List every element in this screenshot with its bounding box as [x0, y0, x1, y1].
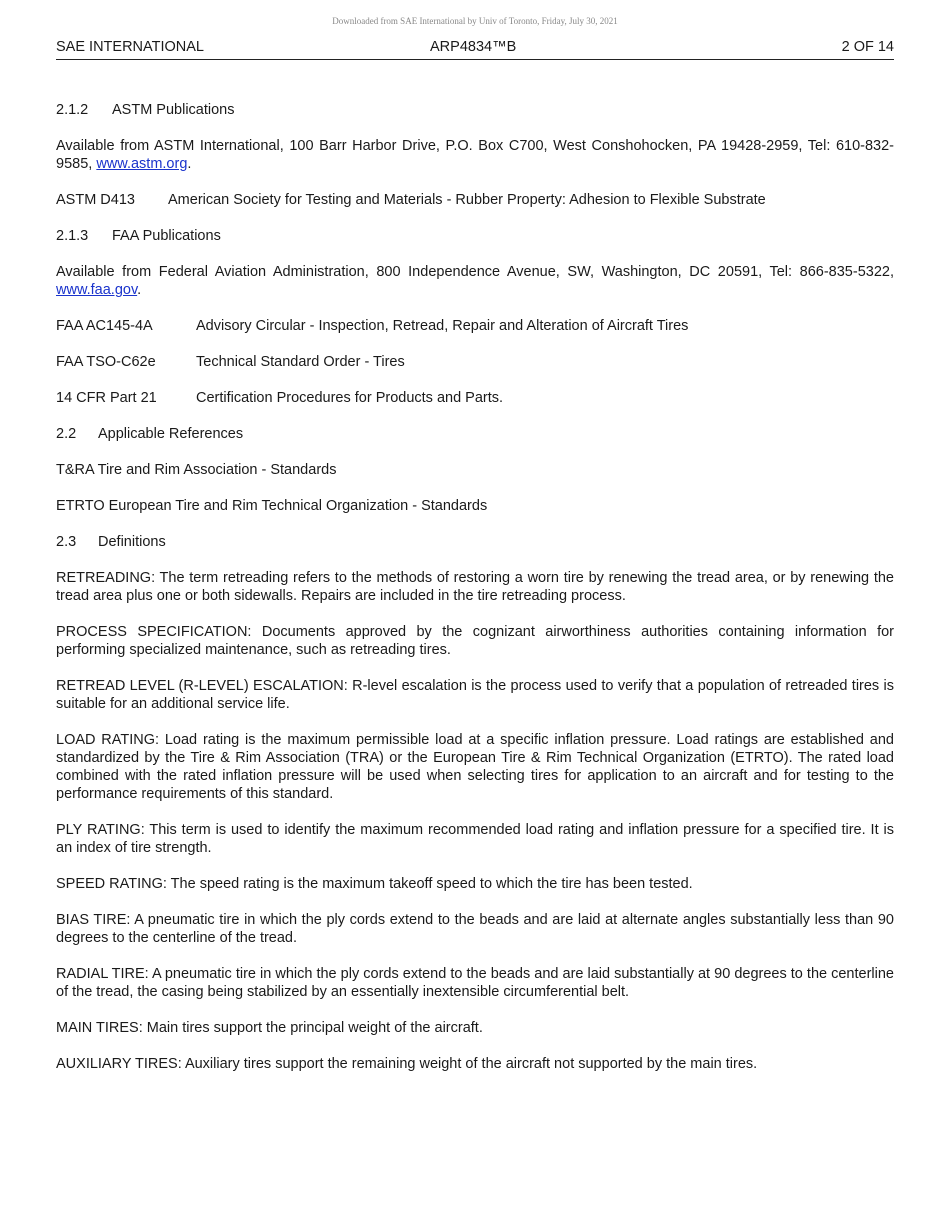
- definition-main-tires: MAIN TIRES: Main tires support the principal weight of the aircraft.: [56, 1020, 483, 1036]
- reference-14cfr: [56, 389, 894, 407]
- section-number: 2.1.2: [56, 102, 89, 118]
- header-doc-number: ARP4834™B: [430, 39, 517, 55]
- astm-availability-end: .: [187, 156, 192, 172]
- section-title: Definitions: [98, 534, 166, 550]
- header-publisher: SAE INTERNATIONAL: [56, 39, 204, 55]
- definition-speed-rating: SPEED RATING: The speed rating is the maximum takeoff speed to which the tire has been tested.: [56, 876, 693, 892]
- section-title: FAA Publications: [112, 228, 221, 244]
- reference-description: American Society for Testing and Materials - Rubber Property: Adhesion to Flexible Substrate: [168, 192, 766, 208]
- download-watermark: Downloaded from SAE International by Univ of Toronto, Friday, July 30, 2021: [332, 16, 618, 26]
- section-number: 2.2: [56, 426, 77, 442]
- astm-link[interactable]: www.astm.org: [96, 156, 188, 172]
- reference-code: ASTM D413: [56, 192, 135, 208]
- section-heading-2-3: [56, 533, 894, 551]
- definition-process-specification: PROCESS SPECIFICATION: Documents approved by the cognizant airworthiness authorities containing information for performing specialized maintenance, such as retreading tires.: [56, 624, 894, 658]
- reference-faa-ac145: [56, 317, 894, 335]
- reference-astm-d413: [56, 191, 894, 209]
- definition-ply-rating: PLY RATING: This term is used to identify the maximum recommended load rating and inflation pressure for a specified tire. It is an index of tire strength.: [56, 822, 894, 856]
- reference-description: Technical Standard Order - Tires: [196, 354, 405, 370]
- definition-bias-tire: BIAS TIRE: A pneumatic tire in which the ply cords extend to the beads and are laid at alternate angles substantially less than 90 degrees to the centerline of the tread.: [56, 912, 894, 946]
- definition-load-rating: LOAD RATING: Load rating is the maximum permissible load at a specific inflation pressure. Load ratings are established and standardized by the Tire & Rim Association (TRA) or the European Tire & Rim Technical Organization (ETRTO). The rated load combined with the rated inflation pressure will be used when selecting tires for application to an aircraft and for testing to the performance requirements of this standard.: [56, 732, 894, 802]
- faa-availability: [56, 263, 894, 299]
- astm-availability-text: Available from ASTM International, 100 Barr Harbor Drive, P.O. Box C700, West Conshohocken, PA 19428-2959, Tel: 610-832-9585,: [56, 138, 894, 172]
- definition-auxiliary-tires: AUXILIARY TIRES: Auxiliary tires support the remaining weight of the aircraft not supported by the main tires.: [56, 1056, 758, 1072]
- section-heading-2-1-2: [56, 101, 894, 119]
- reference-code: FAA AC145-4A: [56, 318, 153, 334]
- definition-r-level-escalation: RETREAD LEVEL (R-LEVEL) ESCALATION: R-level escalation is the process used to verify that a population of retreaded tires is suitable for an additional service life.: [56, 678, 894, 712]
- reference-faa-tso: [56, 353, 894, 371]
- document-body: [56, 101, 894, 1091]
- section-heading-2-1-3: [56, 227, 894, 245]
- applicable-reference-tra: T&RA Tire and Rim Association - Standards: [56, 462, 337, 478]
- section-number: 2.1.3: [56, 228, 89, 244]
- definition-radial-tire: RADIAL TIRE: A pneumatic tire in which the ply cords extend to the beads and are laid substantially at 90 degrees to the centerline of the tread, the casing being stabilized by an essentially inextensible circumferential belt.: [56, 966, 894, 1000]
- section-heading-2-2: [56, 425, 894, 443]
- page-header: [56, 39, 894, 60]
- reference-description: Advisory Circular - Inspection, Retread, Repair and Alteration of Aircraft Tires: [196, 318, 689, 334]
- faa-availability-end: .: [137, 282, 142, 298]
- section-title: ASTM Publications: [112, 102, 235, 118]
- section-title: Applicable References: [98, 426, 244, 442]
- faa-availability-text: Available from Federal Aviation Administration, 800 Independence Avenue, SW, Washington, DC 20591, Tel: 866-835-5322,: [56, 264, 894, 280]
- section-number: 2.3: [56, 534, 77, 550]
- applicable-reference-etrto: ETRTO European Tire and Rim Technical Organization - Standards: [56, 498, 488, 514]
- astm-availability: [56, 137, 894, 173]
- header-page-number: 2 OF 14: [841, 39, 894, 55]
- reference-code: 14 CFR Part 21: [56, 390, 157, 406]
- faa-link[interactable]: www.faa.gov: [56, 282, 138, 298]
- reference-code: FAA TSO-C62e: [56, 354, 156, 370]
- definition-retreading: RETREADING: The term retreading refers to the methods of restoring a worn tire by renewing the tread area, or by renewing the tread area plus one or both sidewalls. Repairs are included in the tire retreading process.: [56, 570, 894, 604]
- reference-description: Certification Procedures for Products and Parts.: [196, 390, 504, 406]
